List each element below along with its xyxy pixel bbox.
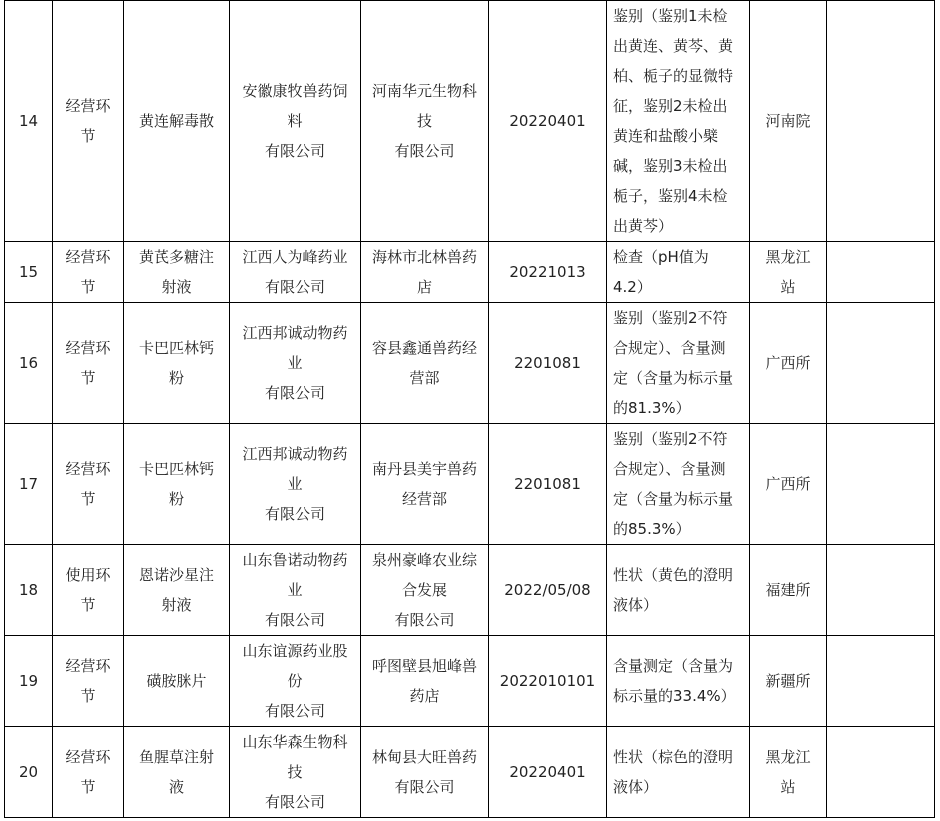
- testing-lab-line: 黑龙江: [765, 248, 811, 266]
- manufacturer-cell: [230, 636, 361, 727]
- failed-items-line: 的81.3%）: [613, 399, 691, 417]
- table-row: [5, 424, 935, 545]
- row-number-cell: 18: [5, 545, 53, 636]
- product-name-line: 射液: [161, 596, 192, 614]
- failed-items-cell: [607, 303, 750, 424]
- remarks-cell: [827, 727, 935, 818]
- sampled-unit-cell: [361, 727, 489, 818]
- product-name-line: 粉: [168, 490, 184, 508]
- failed-items-line: 出黄连、黄芩、黄: [613, 37, 734, 55]
- manufacturer-line: 安徽康牧兽药饲: [242, 82, 348, 100]
- product-name-line: 卡巴匹林钙: [138, 460, 214, 478]
- manufacturer-cell: [230, 727, 361, 818]
- product-name-cell: [124, 424, 230, 545]
- sampled-unit-line: 南丹县美宇兽药: [371, 460, 477, 478]
- remarks-cell: [827, 636, 935, 727]
- sampled-unit-cell: [361, 1, 489, 242]
- manufacturer-line: 有限公司: [264, 793, 325, 811]
- product-name-cell: [124, 727, 230, 818]
- remarks-cell: [827, 1, 935, 242]
- testing-lab-cell: [750, 1, 827, 242]
- batch-number-cell: 20220401: [489, 1, 607, 242]
- failed-items-line: 4.2）: [613, 278, 652, 296]
- manufacturer-line: 有限公司: [264, 611, 325, 629]
- sampled-unit-line: 药店: [409, 687, 440, 705]
- batch-number-cell: 2022010101: [489, 636, 607, 727]
- sampled-unit-line: 海林市北林兽药: [371, 248, 477, 266]
- manufacturer-line: 业: [287, 581, 303, 599]
- manufacturer-line: 业: [287, 475, 303, 493]
- failed-items-cell: [607, 545, 750, 636]
- batch-number-cell: 20220401: [489, 727, 607, 818]
- failed-items-line: 鉴别（鉴别2不符: [613, 309, 728, 327]
- sampling-stage-cell: [53, 1, 124, 242]
- testing-lab-line: 广西所: [765, 475, 811, 493]
- product-name-line: 黄芪多糖注: [138, 248, 214, 266]
- sampled-unit-cell: [361, 303, 489, 424]
- manufacturer-line: 山东谊源药业股: [242, 642, 348, 660]
- row-number-cell: 19: [5, 636, 53, 727]
- manufacturer-line: 份: [287, 672, 303, 690]
- sampled-unit-cell: [361, 636, 489, 727]
- failed-items-line: 栀子，鉴别4未检: [613, 187, 728, 205]
- batch-number-cell: 2022/05/08: [489, 545, 607, 636]
- manufacturer-cell: [230, 545, 361, 636]
- failed-items-line: 检查（pH值为: [613, 248, 709, 266]
- manufacturer-line: 有限公司: [264, 142, 325, 160]
- sampling-stage-line: 经营环: [65, 657, 111, 675]
- table-row: [5, 303, 935, 424]
- failed-items-line: 出黄芩）: [613, 217, 674, 235]
- manufacturer-cell: [230, 242, 361, 303]
- sampling-stage-line: 经营环: [65, 460, 111, 478]
- sampling-stage-cell: [53, 636, 124, 727]
- failed-items-line: 标示量的33.4%）: [613, 687, 736, 705]
- table-row: [5, 727, 935, 818]
- failed-items-line: 含量测定（含量为: [613, 657, 734, 675]
- manufacturer-line: 有限公司: [264, 384, 325, 402]
- remarks-cell: [827, 242, 935, 303]
- sampled-unit-line: 有限公司: [394, 611, 455, 629]
- testing-lab-cell: [750, 242, 827, 303]
- product-name-cell: [124, 636, 230, 727]
- batch-number-cell: 20221013: [489, 242, 607, 303]
- remarks-cell: [827, 424, 935, 545]
- sampling-stage-line: 节: [80, 687, 96, 705]
- sampling-stage-line: 节: [80, 278, 96, 296]
- sampling-stage-line: 经营环: [65, 339, 111, 357]
- product-name-line: 恩诺沙星注: [138, 566, 214, 584]
- sampling-stage-cell: [53, 545, 124, 636]
- failed-items-line: 合规定）、含量测: [613, 460, 726, 478]
- product-name-cell: [124, 242, 230, 303]
- product-name-line: 粉: [168, 369, 184, 387]
- batch-number-cell: 2201081: [489, 303, 607, 424]
- testing-lab-line: 站: [780, 278, 796, 296]
- sampled-unit-cell: [361, 424, 489, 545]
- sampled-unit-line: 容县鑫通兽药经: [371, 339, 477, 357]
- testing-lab-cell: [750, 636, 827, 727]
- product-name-line: 卡巴匹林钙: [138, 339, 214, 357]
- manufacturer-line: 有限公司: [264, 505, 325, 523]
- testing-lab-cell: [750, 727, 827, 818]
- product-name-line: 磺胺脒片: [146, 672, 207, 690]
- sampled-unit-line: 营部: [409, 369, 440, 387]
- manufacturer-line: 江西邦诚动物药: [242, 445, 348, 463]
- row-number-cell: 15: [5, 242, 53, 303]
- product-name-line: 射液: [161, 278, 192, 296]
- product-name-cell: [124, 1, 230, 242]
- testing-lab-line: 广西所: [765, 354, 811, 372]
- failed-items-cell: [607, 1, 750, 242]
- product-name-cell: [124, 303, 230, 424]
- testing-lab-cell: [750, 303, 827, 424]
- testing-lab-line: 新疆所: [765, 672, 811, 690]
- sampling-stage-cell: [53, 424, 124, 545]
- testing-lab-cell: [750, 424, 827, 545]
- sampling-stage-line: 节: [80, 596, 96, 614]
- sampled-unit-line: 呼图壁县旭峰兽: [371, 657, 477, 675]
- sampling-stage-line: 经营环: [65, 748, 111, 766]
- manufacturer-line: 料: [287, 112, 303, 130]
- product-name-line: 液: [168, 778, 184, 796]
- testing-lab-cell: [750, 545, 827, 636]
- manufacturer-line: 有限公司: [264, 278, 325, 296]
- product-name-line: 鱼腥草注射: [138, 748, 214, 766]
- manufacturer-line: 江西邦诚动物药: [242, 324, 348, 342]
- testing-lab-line: 黑龙江: [765, 748, 811, 766]
- manufacturer-line: 江西人为峰药业: [242, 248, 348, 266]
- sampled-unit-line: 合发展: [401, 581, 447, 599]
- failed-items-line: 黄连和盐酸小檗: [613, 127, 719, 145]
- manufacturer-cell: [230, 1, 361, 242]
- row-number-cell: 14: [5, 1, 53, 242]
- manufacturer-line: 山东鲁诺动物药: [242, 551, 348, 569]
- failed-items-cell: [607, 242, 750, 303]
- failed-items-line: 鉴别（鉴别2不符: [613, 430, 728, 448]
- manufacturer-cell: [230, 424, 361, 545]
- testing-lab-line: 河南院: [765, 112, 811, 130]
- sampled-unit-line: 店: [416, 278, 432, 296]
- sampled-unit-line: 河南华元生物科: [371, 82, 477, 100]
- sampling-results-table: [4, 0, 935, 818]
- row-number-cell: 20: [5, 727, 53, 818]
- failed-items-cell: [607, 727, 750, 818]
- sampling-stage-line: 节: [80, 127, 96, 145]
- sampling-stage-line: 使用环: [65, 566, 111, 584]
- failed-items-line: 合规定）、含量测: [613, 339, 726, 357]
- batch-number-cell: 2201081: [489, 424, 607, 545]
- failed-items-line: 液体）: [613, 778, 659, 796]
- testing-lab-line: 站: [780, 778, 796, 796]
- sampled-unit-line: 技: [416, 112, 432, 130]
- manufacturer-cell: [230, 303, 361, 424]
- failed-items-cell: [607, 636, 750, 727]
- sampled-unit-cell: [361, 545, 489, 636]
- manufacturer-line: 山东华森生物科: [242, 733, 348, 751]
- failed-items-line: 碱，鉴别3未检出: [613, 157, 728, 175]
- failed-items-line: 液体）: [613, 596, 659, 614]
- sampled-unit-line: 泉州豪峰农业综: [371, 551, 477, 569]
- manufacturer-line: 业: [287, 354, 303, 372]
- sampling-stage-line: 节: [80, 778, 96, 796]
- sampling-stage-line: 经营环: [65, 97, 111, 115]
- product-name-cell: [124, 545, 230, 636]
- row-number-cell: 17: [5, 424, 53, 545]
- sampling-stage-cell: [53, 727, 124, 818]
- failed-items-line: 鉴别（鉴别1未检: [613, 7, 728, 25]
- sampling-stage-line: 节: [80, 369, 96, 387]
- testing-lab-line: 福建所: [765, 581, 811, 599]
- failed-items-line: 性状（棕色的澄明: [613, 748, 734, 766]
- table-row: [5, 242, 935, 303]
- manufacturer-line: 技: [287, 763, 303, 781]
- sampled-unit-line: 有限公司: [394, 778, 455, 796]
- table-body: [5, 1, 935, 818]
- sampled-unit-line: 有限公司: [394, 142, 455, 160]
- failed-items-line: 的85.3%）: [613, 520, 691, 538]
- sampling-stage-cell: [53, 242, 124, 303]
- product-name-line: 黄连解毒散: [138, 112, 214, 130]
- sampled-unit-line: 林甸县大旺兽药: [371, 748, 477, 766]
- row-number-cell: 16: [5, 303, 53, 424]
- failed-items-line: 征，鉴别2未检出: [613, 97, 728, 115]
- remarks-cell: [827, 545, 935, 636]
- failed-items-line: 定（含量为标示量: [613, 490, 734, 508]
- table-row: [5, 545, 935, 636]
- failed-items-line: 定（含量为标示量: [613, 369, 734, 387]
- sampling-stage-line: 节: [80, 490, 96, 508]
- table-row: [5, 636, 935, 727]
- remarks-cell: [827, 303, 935, 424]
- sampling-stage-cell: [53, 303, 124, 424]
- failed-items-line: 性状（黄色的澄明: [613, 566, 734, 584]
- sampled-unit-cell: [361, 242, 489, 303]
- table-row: [5, 1, 935, 242]
- sampled-unit-line: 经营部: [401, 490, 447, 508]
- sampling-stage-line: 经营环: [65, 248, 111, 266]
- manufacturer-line: 有限公司: [264, 702, 325, 720]
- failed-items-line: 柏、栀子的显微特: [613, 67, 734, 85]
- failed-items-cell: [607, 424, 750, 545]
